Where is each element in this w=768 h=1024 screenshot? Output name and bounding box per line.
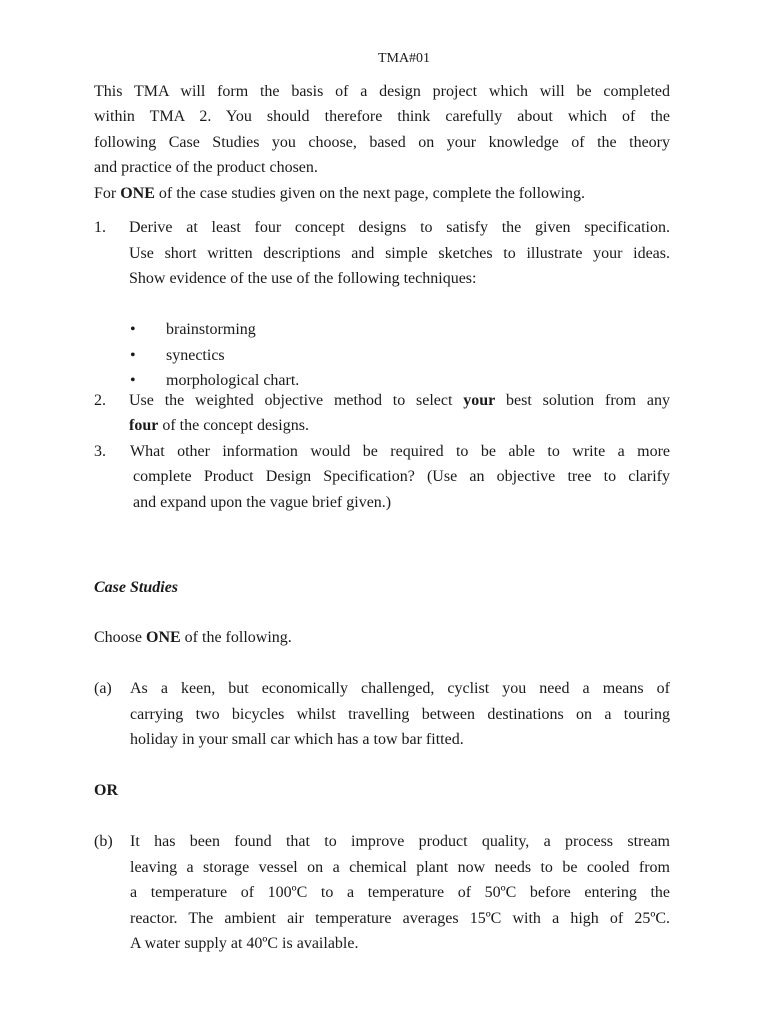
task-1-line-3: Show evidence of the use of the following techniques: xyxy=(129,270,477,287)
case-studies-heading xyxy=(94,579,178,597)
task-3-line-1: What other information would be required to be able to write a more xyxy=(130,443,670,460)
task-3-line-2: complete Product Design Specification? (Use an objective tree to clarify xyxy=(133,468,670,485)
or-separator xyxy=(94,782,118,800)
task-2-your-emphasis: your xyxy=(463,392,496,409)
intro-line-2: within TMA 2. You should therefore think carefully about which of the xyxy=(94,108,670,125)
intro-instruction xyxy=(94,185,585,203)
choose-instruction xyxy=(94,629,292,647)
option-b-label: (b) xyxy=(94,833,113,850)
option-a-line-1: As a keen, but economically challenged, cyclist you need a means of xyxy=(130,680,670,697)
task-2-line-2-text: of the concept designs. xyxy=(158,417,309,434)
intro-line-1: This TMA will form the basis of a design project which will be completed xyxy=(94,83,670,100)
choose-suffix: of the following. xyxy=(180,629,292,646)
bullet-icon: • xyxy=(130,321,136,338)
task-3-line-3: and expand upon the vague brief given.) xyxy=(133,494,392,511)
option-b-line-3: a temperature of 100ºC to a temperature of 50ºC before entering the xyxy=(130,884,670,901)
choose-prefix: Choose xyxy=(94,629,146,646)
task-1-line-2: Use short written descriptions and simple sketches to illustrate your ideas. xyxy=(129,245,670,262)
task-2-four-emphasis: four xyxy=(129,417,159,434)
intro-one-emphasis: ONE xyxy=(120,185,155,202)
task-2-text-post: best solution from any xyxy=(495,392,671,409)
technique-morphological-chart: morphological chart. xyxy=(166,372,300,389)
intro-for-prefix: For xyxy=(94,185,121,202)
intro-line-3: following Case Studies you choose, based on your knowledge of the theory xyxy=(94,134,670,151)
task-1-number: 1. xyxy=(94,219,106,236)
technique-synectics: synectics xyxy=(166,347,225,364)
intro-line-4: and practice of the product chosen. xyxy=(94,159,318,176)
option-b-line-5: A water supply at 40ºC is available. xyxy=(130,935,359,952)
intro-for-suffix: of the case studies given on the next page, complete the following. xyxy=(154,185,586,202)
task-1-line-1: Derive at least four concept designs to satisfy the given specification. xyxy=(129,219,670,236)
task-2-line-1 xyxy=(129,392,670,410)
or-separator-text: OR xyxy=(94,782,118,799)
option-a-label: (a) xyxy=(94,680,112,697)
choose-one-emphasis: ONE xyxy=(146,629,181,646)
case-studies-heading-text: Case Studies xyxy=(94,579,179,596)
task-2-text-pre: Use the weighted objective method to select xyxy=(129,392,464,409)
option-b-line-4: reactor. The ambient air temperature averages 15ºC with a high of 25ºC. xyxy=(130,910,670,927)
task-2-line-2 xyxy=(129,417,309,435)
option-a-line-2: carrying two bicycles whilst travelling between destinations on a touring xyxy=(130,706,670,723)
option-a-line-3: holiday in your small car which has a tow bar fitted. xyxy=(130,731,464,748)
option-b-line-1: It has been found that to improve product quality, a process stream xyxy=(130,833,670,850)
technique-brainstorming: brainstorming xyxy=(166,321,256,338)
option-b-line-2: leaving a storage vessel on a chemical plant now needs to be cooled from xyxy=(130,859,670,876)
task-2-number: 2. xyxy=(94,392,106,409)
task-3-number: 3. xyxy=(94,443,106,460)
page-title: TMA#01 xyxy=(377,51,431,66)
bullet-icon: • xyxy=(130,347,136,364)
bullet-icon: • xyxy=(130,372,136,389)
